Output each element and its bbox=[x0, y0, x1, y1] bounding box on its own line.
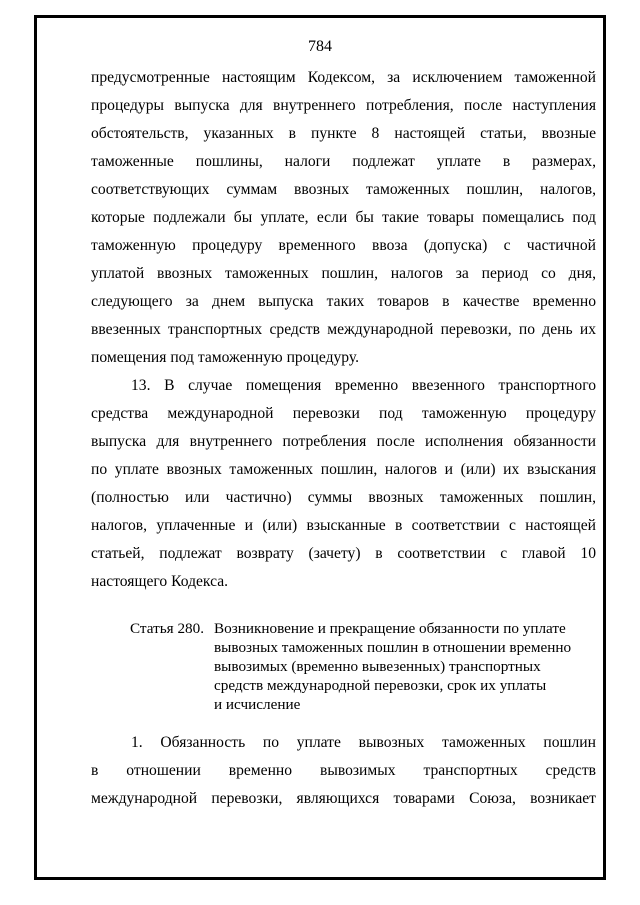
article-title-line: средств международной перевозки, срок их уплаты bbox=[214, 677, 547, 694]
text-line: настоящего Кодекса. bbox=[91, 573, 229, 590]
text-line: 1. Обязанность по уплате вывозных таможенных пошлин bbox=[131, 734, 596, 751]
text-line: международной перевозки, являющихся товарами Союза, возникает bbox=[91, 790, 596, 807]
text-line: по уплате ввозных таможенных пошлин, налогов и (или) их взыскания bbox=[91, 461, 596, 478]
text-line: процедуры выпуска для внутреннего потребления, после наступления bbox=[91, 97, 596, 114]
text-line: 13. В случае помещения временно ввезенного транспортного bbox=[131, 377, 596, 394]
page-number: 784 bbox=[308, 38, 332, 55]
text-line: которые подлежали бы уплате, если бы такие товары помещались под bbox=[91, 209, 596, 226]
text-line: (полностью или частично) суммы ввозных таможенных пошлин, bbox=[91, 489, 596, 506]
text-line: в отношении временно вывозимых транспортных средств bbox=[91, 762, 596, 779]
text-line: таможенную процедуру временного ввоза (допуска) с частичной bbox=[91, 237, 596, 254]
text-line: следующего за днем выпуска таких товаров в качестве временно bbox=[91, 293, 596, 310]
article-title-line: Возникновение и прекращение обязанности по уплате bbox=[214, 620, 566, 637]
article-number: Статья 280. bbox=[130, 620, 205, 637]
text-line: средства международной перевозки под таможенную процедуру bbox=[91, 405, 596, 422]
text-line: уплатой ввозных таможенных пошлин, налогов за период со дня, bbox=[91, 265, 596, 282]
text-line: обстоятельств, указанных в пункте 8 настоящей статьи, ввозные bbox=[91, 125, 596, 142]
text-line: ввезенных транспортных средств международной перевозки, по день их bbox=[91, 321, 596, 338]
article-title-line: вывозимых (временно вывезенных) транспортных bbox=[214, 658, 541, 675]
text-line: таможенные пошлины, налоги подлежат уплате в размерах, bbox=[91, 153, 596, 170]
article-title-line: и исчисление bbox=[214, 696, 301, 713]
text-line: выпуска для внутреннего потребления после исполнения обязанности bbox=[91, 433, 596, 450]
text-line: статьей, подлежат возврату (зачету) в соответствии с главой 10 bbox=[91, 545, 596, 562]
text-line: помещения под таможенную процедуру. bbox=[91, 349, 360, 366]
text-line: соответствующих суммам ввозных таможенных пошлин, налогов, bbox=[91, 181, 596, 198]
text-line: предусмотренные настоящим Кодексом, за исключением таможенной bbox=[91, 69, 596, 86]
text-line: налогов, уплаченные и (или) взысканные в соответствии с настоящей bbox=[91, 517, 596, 534]
article-title-line: вывозных таможенных пошлин в отношении временно bbox=[214, 639, 572, 656]
